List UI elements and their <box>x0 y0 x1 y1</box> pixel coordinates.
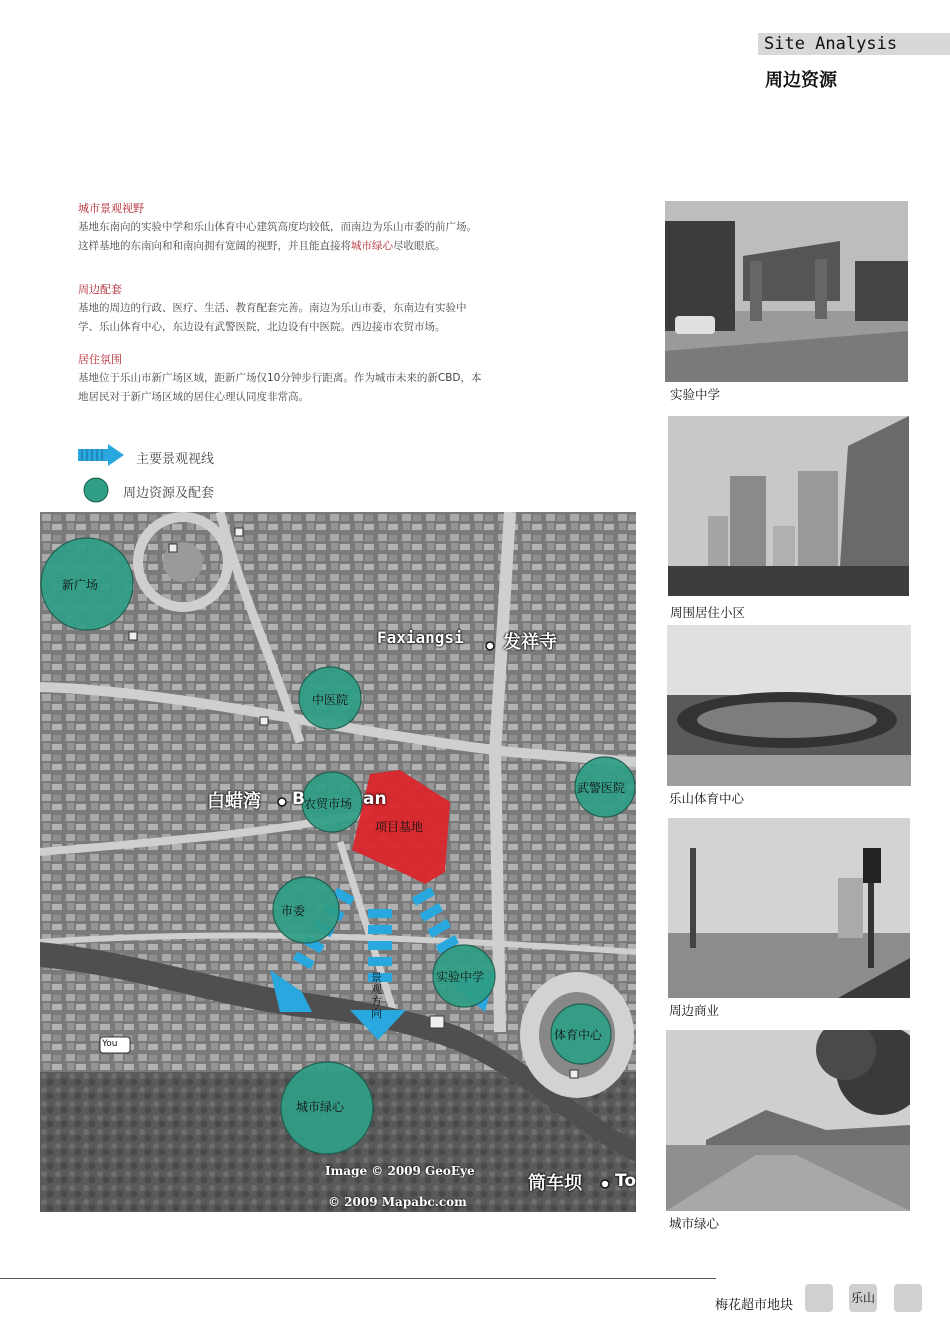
circle-label-green-heart: 城市绿心 <box>296 1100 345 1114</box>
commercial-image <box>668 818 910 998</box>
header-title-en: Site Analysis <box>758 33 950 55</box>
caption-residential: 周围居住小区 <box>670 605 746 620</box>
caption-experimental-school: 实验中学 <box>670 387 721 402</box>
circle-label-city-committee: 市委 <box>281 904 306 918</box>
place-faxiangsi-cn: 发祥寺 <box>503 632 557 653</box>
place-tongcheba: 筒车坝 <box>528 1173 582 1194</box>
section-line: 基地的周边的行政、医疗、生活、教育配套完善。南边为乐山市委，东南边有实验中 <box>78 302 467 314</box>
residential-image <box>668 416 909 596</box>
footer-box <box>894 1284 922 1312</box>
photo-commercial <box>668 818 910 998</box>
caption-sports-center: 乐山体育中心 <box>669 791 745 806</box>
section-city-view <box>78 199 518 256</box>
circle-label-sports-center: 体育中心 <box>554 1028 603 1042</box>
resource-circle-legend-icon <box>83 477 109 503</box>
section-line: 学、乐山体育中心，东边设有武警医院，北边设有中医院。西边接市农贸市场。 <box>78 321 446 333</box>
section-title: 居住氛围 <box>78 353 122 366</box>
school-gate-image <box>665 201 908 382</box>
circle-label-tcm-hospital: 中医院 <box>312 693 349 707</box>
section-title: 周边配套 <box>78 283 122 296</box>
site-map <box>40 512 636 1212</box>
copyright-map: © 2009 Mapabc.com <box>328 1195 467 1209</box>
photo-green-heart <box>666 1030 910 1211</box>
legend-resources: 周边资源及配套 <box>123 486 215 501</box>
photo-experimental-school <box>665 201 908 382</box>
caption-green-heart: 城市绿心 <box>669 1216 720 1231</box>
place-baila: 白蜡湾 <box>207 791 261 812</box>
circle-label-police-hospital: 武警医院 <box>577 781 626 795</box>
place-tongcheba-en: To <box>615 1171 636 1191</box>
footer-project: 梅花超市地块 <box>715 1298 794 1313</box>
circle-label-exp-school: 实验中学 <box>436 970 485 984</box>
footer-city: 乐山 <box>849 1284 877 1312</box>
green-heart-image <box>666 1030 910 1211</box>
photo-residential <box>668 416 909 596</box>
section-line <box>78 237 518 256</box>
footer-divider <box>0 1278 716 1279</box>
line-text: 这样基地的东南向和和南向拥有宽阔的视野，并且能直接将 <box>78 240 351 252</box>
section-facilities <box>78 280 518 337</box>
footer-box <box>805 1284 833 1312</box>
place-baila-en-b: an <box>363 789 387 809</box>
line-text: 尽收眼底。 <box>393 240 446 252</box>
copyright-image: Image © 2009 GeoEye <box>325 1164 475 1178</box>
place-baila-en-a: B <box>292 789 305 809</box>
legend-view-line: 主要景观视线 <box>136 452 215 467</box>
site-label: 项目基地 <box>375 820 424 834</box>
section-title: 城市景观视野 <box>78 202 144 215</box>
section-line: 基地东南向的实验中学和乐山体育中心建筑高度均较低，而南边为乐山市委的前广场。 <box>78 221 477 233</box>
section-living <box>78 350 518 407</box>
view-direction-label: 景观方向 <box>371 971 382 1020</box>
circle-label-new-square: 新广场 <box>62 578 99 592</box>
section-line: 基地位于乐山市新广场区域，距新广场仅10分钟步行距离。作为城市未来的新CBD，本 <box>78 372 482 384</box>
section-line: 地居民对于新广场区域的居住心理认同度非常高。 <box>78 391 309 403</box>
header-title-cn: 周边资源 <box>765 70 837 91</box>
highlight-text: 城市绿心 <box>351 240 393 252</box>
sports-center-image <box>667 625 911 786</box>
circle-label-farm-market: 农贸市场 <box>304 797 353 811</box>
place-faxiangsi: Faxiangsi <box>377 628 464 647</box>
youtube-badge-icon[interactable]: You <box>102 1039 118 1049</box>
photo-sports-center <box>667 625 911 786</box>
view-arrow-legend-icon <box>78 444 124 466</box>
caption-commercial: 周边商业 <box>669 1003 720 1018</box>
